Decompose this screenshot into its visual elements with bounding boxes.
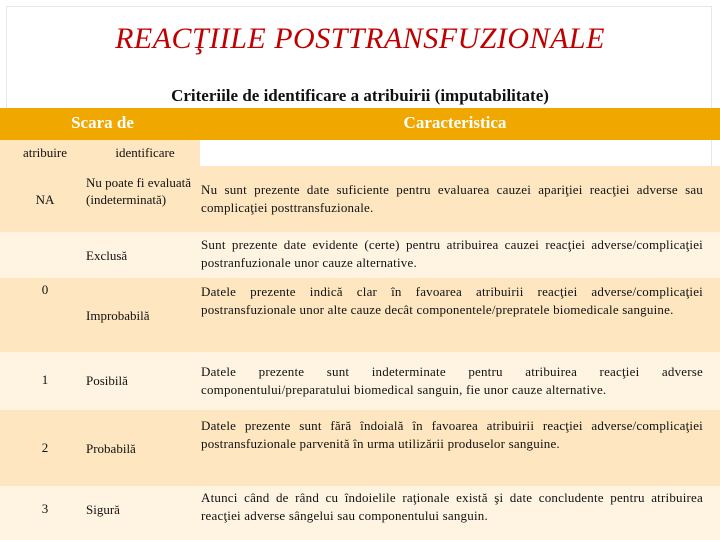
row-label: Posibilă: [86, 373, 128, 388]
subheader-identificare: identificare: [115, 145, 175, 160]
row-description: Datele prezente sunt fără îndoială în favoarea atribuirii reacţiei adverse/complicaţiei postransfuzionale parvenită în urma utilizării produselor sanguine.: [201, 418, 703, 451]
row-description: Nu sunt prezente date suficiente pentru evaluarea cauzei apariţiei reacţiei adverse sau complicaţiei posttransfuzionale.: [201, 182, 703, 215]
row-description: Datele prezente indică clar în favoarea atribuirii reacţiei adverse/complicaţiei postransfuzionale unor alte cauze decât componentele/prepratele biomedicale sanguine.: [201, 284, 703, 317]
header-scara: Scara de: [71, 113, 134, 132]
row-code: 1: [41, 372, 49, 387]
subheader-atribuire: atribuire: [22, 145, 68, 160]
header-caracteristica: Caracteristica: [403, 113, 507, 132]
table-subtitle: Criteriile de identificare a atribuirii (imputabilitate): [171, 86, 549, 105]
row-description: Sunt prezente date evidente (certe) pentru atribuirea cauzei reacţiei adverse/complicaţiei postranfuzionale unor cauze alternative.: [201, 237, 703, 270]
row-code: NA: [35, 192, 55, 207]
row-label: Sigură: [86, 502, 120, 517]
page-title: REACŢIILE POSTTRANSFUZIONALE: [115, 22, 605, 55]
row-description: Datele prezente sunt indeterminate pentru atribuirea reacţiei adverse componentului/preparatului biomedical sanguin, fie unor cauze alternative.: [201, 364, 703, 397]
row-label: Exclusă: [86, 248, 128, 263]
row-description: Atunci când de rând cu îndoielile raţionale există şi date concludente pentru atribuirea reacţiei adverse sângelui sau componentului sanguin.: [201, 490, 703, 523]
row-label: Nu poate fi evaluată (indeterminată): [86, 175, 192, 207]
row-code: 2: [41, 440, 49, 455]
row-label: Improbabilă: [86, 308, 150, 323]
row-label: Probabilă: [86, 441, 136, 456]
row-code: 3: [41, 501, 49, 516]
row-code: 0: [41, 282, 49, 297]
